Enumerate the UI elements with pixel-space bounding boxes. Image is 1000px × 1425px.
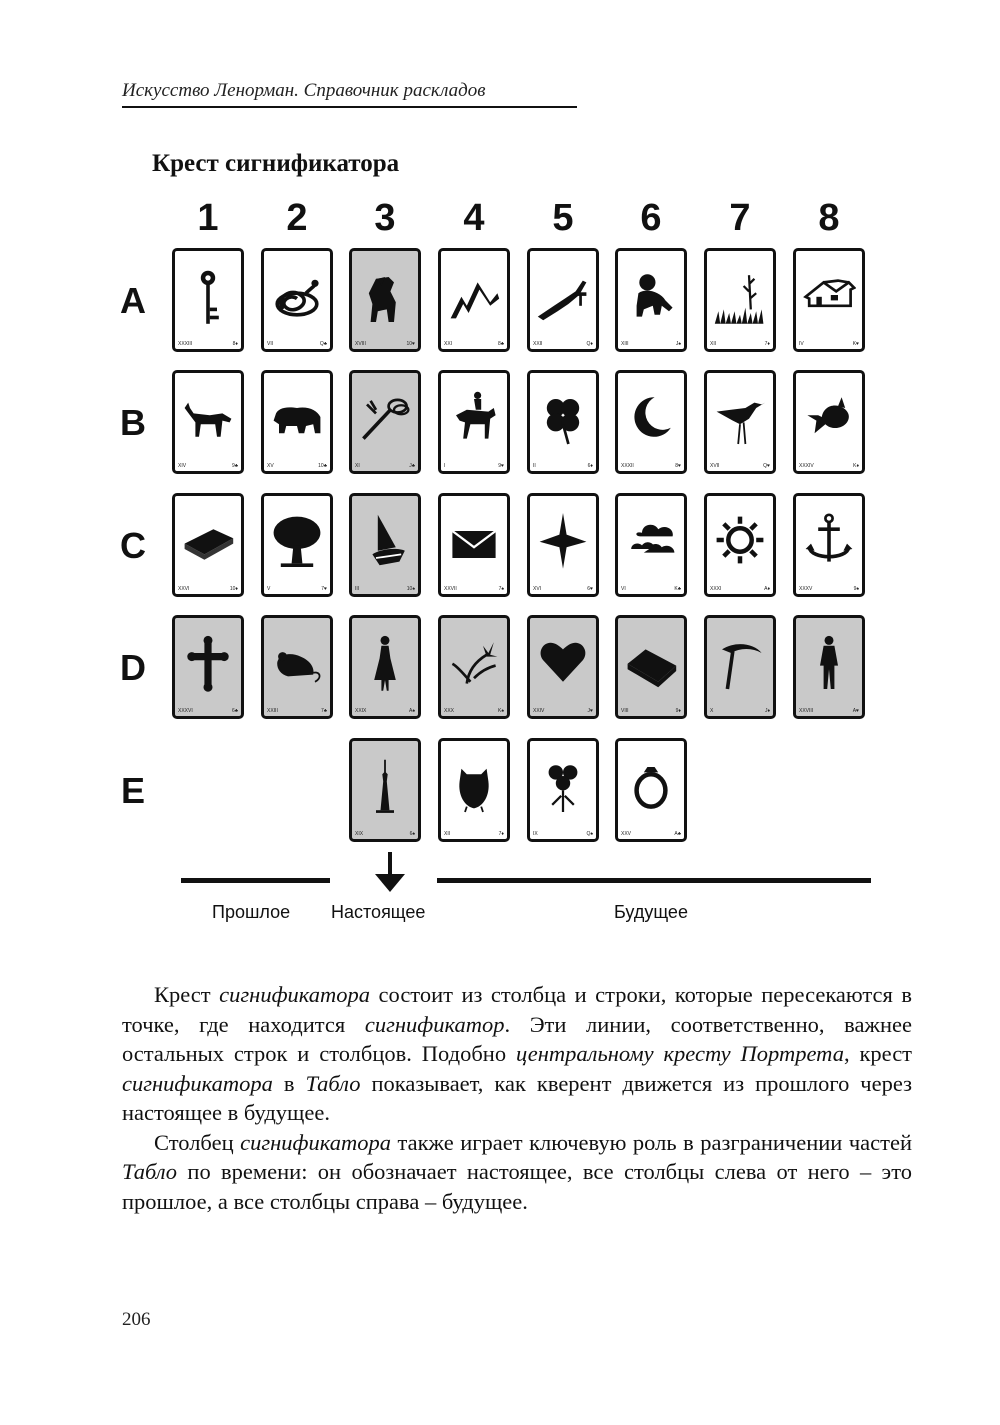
column-number-6: 6 bbox=[640, 197, 662, 239]
fox-icon bbox=[181, 381, 235, 453]
stork-icon bbox=[713, 381, 767, 453]
card-number: XXXII bbox=[621, 463, 634, 469]
card-b1 bbox=[172, 370, 244, 474]
card-number: XXXV bbox=[799, 586, 813, 592]
card-suit: 6♣ bbox=[231, 708, 238, 714]
card-b8 bbox=[793, 370, 865, 474]
card-suit: K♠ bbox=[498, 708, 504, 714]
card-suit: Q♥ bbox=[763, 463, 770, 469]
card-a6 bbox=[615, 248, 687, 352]
card-number: III bbox=[355, 586, 360, 592]
card-c7 bbox=[704, 493, 776, 597]
row-letter-b: B bbox=[120, 402, 146, 443]
card-number: XXI bbox=[444, 341, 453, 347]
card-number: XI bbox=[355, 463, 360, 469]
card-suit: 10♣ bbox=[318, 463, 327, 469]
card-suit: 6♠ bbox=[409, 831, 415, 837]
italic-term: Табло bbox=[305, 1070, 361, 1096]
card-number: XXVII bbox=[444, 586, 457, 592]
card-suit: A♠ bbox=[409, 708, 415, 714]
card-suit: A♦ bbox=[764, 586, 770, 592]
ship-icon bbox=[358, 504, 412, 576]
fish-icon bbox=[802, 381, 856, 453]
card-number: XXXI bbox=[710, 586, 722, 592]
section-title: Крест сигнификатора bbox=[152, 150, 400, 177]
text-run: Столбец bbox=[154, 1129, 241, 1155]
card-b6 bbox=[615, 370, 687, 474]
clouds-icon bbox=[624, 504, 678, 576]
card-suit: 6♦ bbox=[587, 463, 593, 469]
owl-icon bbox=[447, 749, 501, 821]
card-suit: A♣ bbox=[674, 831, 681, 837]
card-number: XXVIII bbox=[799, 708, 814, 714]
timeline-future-line bbox=[437, 878, 871, 883]
row-letter-c: C bbox=[120, 525, 146, 566]
birds-grass-icon bbox=[713, 259, 767, 331]
card-number: XIV bbox=[178, 463, 187, 469]
card-e5 bbox=[527, 738, 599, 842]
card-number: X bbox=[710, 708, 714, 714]
card-number: VII bbox=[267, 341, 274, 347]
card-number: XVII bbox=[710, 463, 720, 469]
rider-icon bbox=[447, 381, 501, 453]
card-number: XXIX bbox=[355, 708, 367, 714]
card-number: VI bbox=[621, 586, 626, 592]
card-number: XV bbox=[267, 463, 274, 469]
card-suit: 7♦ bbox=[764, 341, 770, 347]
card-number: XXIV bbox=[533, 708, 545, 714]
key-icon bbox=[181, 259, 235, 331]
present-arrow-icon bbox=[372, 852, 408, 894]
card-suit: 8♣ bbox=[497, 341, 504, 347]
card-d7 bbox=[704, 615, 776, 719]
column-number-8: 8 bbox=[818, 197, 840, 239]
body-text bbox=[122, 980, 912, 1216]
column-number-5: 5 bbox=[552, 197, 574, 239]
cross-icon bbox=[181, 626, 235, 698]
book-icon bbox=[181, 504, 235, 576]
anchor-icon bbox=[802, 504, 856, 576]
card-suit: Q♠ bbox=[586, 831, 593, 837]
future-label: Будущее bbox=[614, 902, 688, 922]
card-suit: 8♥ bbox=[675, 463, 681, 469]
italic-term: Табло bbox=[122, 1159, 178, 1184]
clover-icon bbox=[536, 381, 590, 453]
italic-term: сигнификатор bbox=[364, 1011, 505, 1037]
card-number: XXXVI bbox=[178, 708, 193, 714]
card-number: XVI bbox=[533, 586, 542, 592]
card-number: XIX bbox=[355, 831, 364, 837]
card-a1 bbox=[172, 248, 244, 352]
lady-icon bbox=[358, 626, 412, 698]
card-number: XXIII bbox=[267, 708, 278, 714]
card-number: XXVI bbox=[178, 586, 190, 592]
coffin-icon bbox=[624, 626, 678, 698]
card-suit: 7♣ bbox=[320, 708, 327, 714]
card-a8 bbox=[793, 248, 865, 352]
tree-icon bbox=[270, 504, 324, 576]
card-suit: 7♥ bbox=[321, 586, 327, 592]
text-run: также играет ключевую роль в разграничении частей bbox=[391, 1129, 913, 1155]
sun-icon bbox=[713, 504, 767, 576]
card-suit: 9♠ bbox=[853, 586, 859, 592]
letter-icon bbox=[447, 504, 501, 576]
row-letter-a: A bbox=[120, 280, 146, 321]
card-suit: Q♦ bbox=[586, 341, 593, 347]
card-a2 bbox=[261, 248, 333, 352]
card-suit: 8♦ bbox=[232, 341, 238, 347]
card-suit: 9♥ bbox=[498, 463, 504, 469]
card-c8 bbox=[793, 493, 865, 597]
italic-term: сигнификатора bbox=[240, 1129, 391, 1155]
snake-icon bbox=[270, 259, 324, 331]
card-d4 bbox=[438, 615, 510, 719]
card-c6 bbox=[615, 493, 687, 597]
column-number-1: 1 bbox=[197, 197, 219, 239]
card-number: I bbox=[444, 463, 446, 469]
card-e6 bbox=[615, 738, 687, 842]
card-b5 bbox=[527, 370, 599, 474]
card-number: XXX bbox=[444, 708, 455, 714]
card-suit: 6♥ bbox=[587, 586, 593, 592]
row-letter-d: D bbox=[120, 647, 146, 688]
card-suit: K♣ bbox=[674, 586, 681, 592]
card-number: XVIII bbox=[355, 341, 366, 347]
card-d8 bbox=[793, 615, 865, 719]
lily-icon bbox=[447, 626, 501, 698]
card-c1 bbox=[172, 493, 244, 597]
card-suit: K♦ bbox=[853, 463, 859, 469]
card-suit: 9♦ bbox=[675, 708, 681, 714]
card-a4 bbox=[438, 248, 510, 352]
scythe-icon bbox=[713, 626, 767, 698]
text-run: показывает, как кверент движется из прошлого через настоящее в будущее. bbox=[122, 1070, 913, 1125]
card-suit: J♦ bbox=[764, 708, 770, 714]
header-rule bbox=[122, 106, 577, 108]
card-suit: 9♣ bbox=[231, 463, 238, 469]
card-number: XXV bbox=[621, 831, 632, 837]
mountain-icon bbox=[447, 259, 501, 331]
dog-icon bbox=[358, 259, 412, 331]
column-number-3: 3 bbox=[374, 197, 396, 239]
paragraph-1 bbox=[122, 980, 912, 1128]
mice-icon bbox=[270, 626, 324, 698]
timeline-past-line bbox=[181, 878, 330, 883]
card-number: XII bbox=[444, 831, 451, 837]
text-run: в bbox=[272, 1070, 306, 1096]
card-suit: J♠ bbox=[675, 341, 681, 347]
card-b4 bbox=[438, 370, 510, 474]
card-d3 bbox=[349, 615, 421, 719]
card-suit: 7♠ bbox=[498, 586, 504, 592]
card-suit: Q♣ bbox=[319, 341, 327, 347]
heart-icon bbox=[536, 626, 590, 698]
card-number: IV bbox=[799, 341, 804, 347]
child-icon bbox=[624, 259, 678, 331]
text-run: . Эти линии, соответственно, важнее остальных строк и столбцов. Подобно bbox=[122, 1011, 912, 1066]
card-b7 bbox=[704, 370, 776, 474]
card-suit: 10♥ bbox=[406, 341, 415, 347]
column-number-4: 4 bbox=[463, 197, 485, 239]
card-d5 bbox=[527, 615, 599, 719]
card-number: XXXIV bbox=[799, 463, 814, 469]
card-number: XII bbox=[710, 341, 717, 347]
crossroads-icon bbox=[536, 259, 590, 331]
italic-term: сигнификатора bbox=[219, 982, 371, 1007]
card-d1 bbox=[172, 615, 244, 719]
card-a3 bbox=[349, 248, 421, 352]
card-b3 bbox=[349, 370, 421, 474]
card-number: XIII bbox=[621, 341, 629, 347]
card-number: XXII bbox=[533, 341, 543, 347]
card-suit: 10♠ bbox=[406, 586, 415, 592]
card-c4 bbox=[438, 493, 510, 597]
card-suit: 7♦ bbox=[498, 831, 504, 837]
card-number: V bbox=[267, 586, 271, 592]
star-icon bbox=[536, 504, 590, 576]
card-c3 bbox=[349, 493, 421, 597]
tower-icon bbox=[358, 749, 412, 821]
card-suit: A♥ bbox=[852, 708, 859, 714]
present-label: Настоящее bbox=[331, 902, 426, 922]
card-c5 bbox=[527, 493, 599, 597]
gentleman-icon bbox=[802, 626, 856, 698]
card-suit: J♣ bbox=[409, 463, 415, 469]
card-e4 bbox=[438, 738, 510, 842]
ring-icon bbox=[624, 749, 678, 821]
past-label: Прошлое bbox=[212, 902, 291, 922]
italic-term: центральному кресту Портрета bbox=[515, 1041, 844, 1066]
text-run: состоит из столбца и строки, которые пересекаются в точке, где находится bbox=[122, 982, 912, 1037]
card-e3 bbox=[349, 738, 421, 842]
text-run: Крест bbox=[154, 982, 220, 1007]
card-a7 bbox=[704, 248, 776, 352]
card-c2 bbox=[261, 493, 333, 597]
running-title: Искусство Ленорман. Справочник раскладов bbox=[122, 80, 486, 101]
card-suit: J♥ bbox=[587, 708, 593, 714]
card-number: II bbox=[533, 463, 536, 469]
whip-icon bbox=[358, 381, 412, 453]
card-a5 bbox=[527, 248, 599, 352]
house-icon bbox=[802, 259, 856, 331]
row-letter-e: E bbox=[120, 770, 145, 811]
bouquet-icon bbox=[536, 749, 590, 821]
text-run: по времени: он обозначает настоящее, все столбцы слева от него – это прошлое, а все столбцы справа – будущее. bbox=[122, 1159, 912, 1214]
card-d2 bbox=[261, 615, 333, 719]
bear-icon bbox=[270, 381, 324, 453]
column-number-2: 2 bbox=[286, 197, 308, 239]
card-d6 bbox=[615, 615, 687, 719]
page-number: 206 bbox=[122, 1309, 151, 1330]
column-number-7: 7 bbox=[729, 197, 751, 239]
card-suit: K♥ bbox=[852, 341, 859, 347]
moon-icon bbox=[624, 381, 678, 453]
card-b2 bbox=[261, 370, 333, 474]
card-number: IX bbox=[533, 831, 538, 837]
card-number: VIII bbox=[621, 708, 629, 714]
card-suit: 10♦ bbox=[229, 586, 238, 592]
paragraph-2 bbox=[122, 1128, 912, 1217]
card-number: XXXIII bbox=[178, 341, 193, 347]
italic-term: сигнификатора bbox=[122, 1070, 273, 1096]
text-run: , крест bbox=[843, 1041, 913, 1066]
